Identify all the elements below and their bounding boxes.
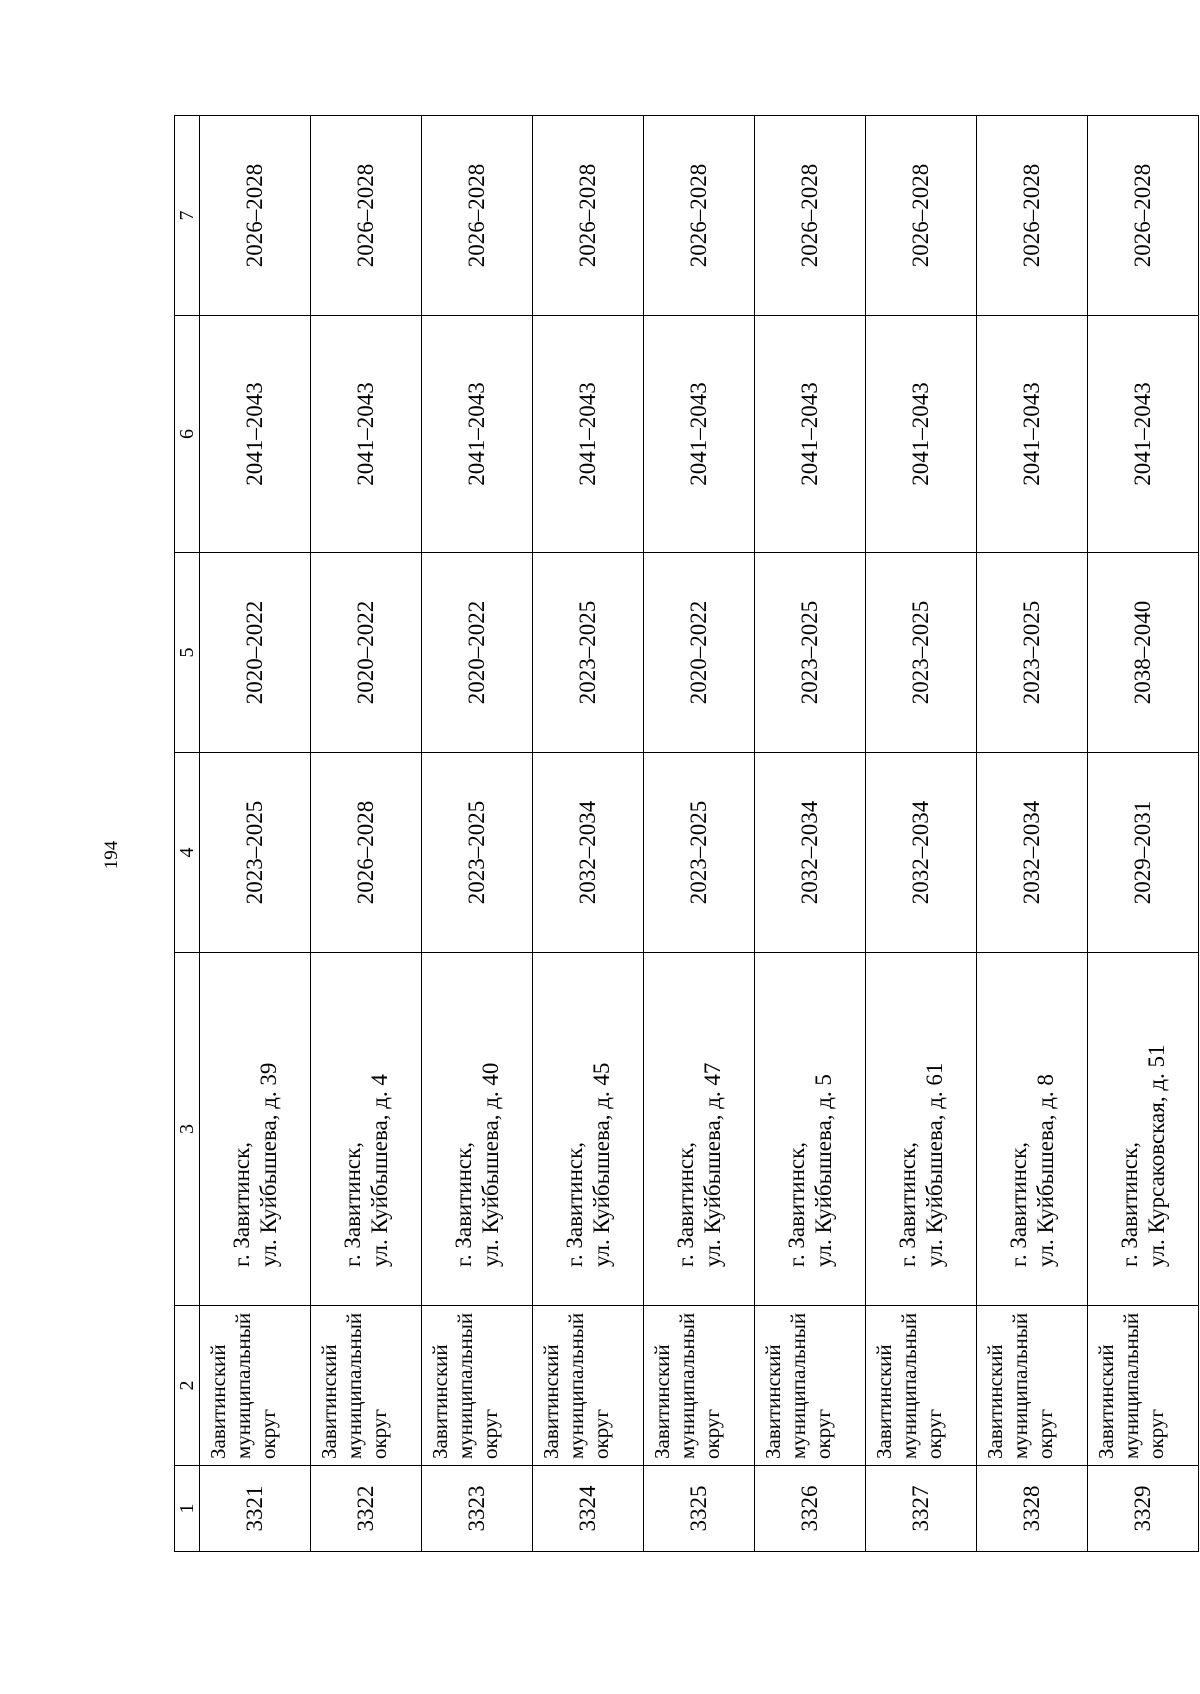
address-cell xyxy=(311,953,422,1306)
municipality-cell xyxy=(1088,1306,1199,1466)
column-header: 3 xyxy=(175,953,200,1306)
period-column-5-cell: 2020–2022 xyxy=(311,553,422,753)
municipality-line: муниципальный xyxy=(564,1312,589,1459)
address-line: ул. Куйбышева, д. 8 xyxy=(1033,1074,1058,1267)
municipality-line: муниципальный xyxy=(231,1312,256,1459)
address-line: ул. Куйбышева, д. 5 xyxy=(811,1074,836,1267)
period-column-4-cell: 2032–2034 xyxy=(977,753,1088,953)
address-line: ул. Курсаковская, д. 51 xyxy=(1144,1044,1169,1267)
table-row xyxy=(644,116,755,1552)
period-column-7-cell: 2026–2028 xyxy=(755,116,866,316)
address-line: г. Завитинск, xyxy=(228,1141,254,1267)
municipality-line: Завитинский xyxy=(1094,1344,1118,1459)
municipality-cell xyxy=(200,1306,311,1466)
address-line: г. Завитинск, xyxy=(1116,1141,1142,1267)
municipality-line: Завитинский xyxy=(539,1344,563,1459)
row-number-cell: 3322 xyxy=(311,1466,422,1552)
municipality-line: округ xyxy=(256,1408,281,1459)
municipality-line: округ xyxy=(478,1408,503,1459)
column-header: 5 xyxy=(175,553,200,753)
municipality-cell xyxy=(977,1306,1088,1466)
table-row xyxy=(533,116,644,1552)
period-column-6-cell: 2041–2043 xyxy=(533,316,644,553)
table-row xyxy=(1088,116,1199,1552)
address-cell xyxy=(644,953,755,1306)
address-cell xyxy=(755,953,866,1306)
address-cell xyxy=(200,953,311,1306)
municipality-line: округ xyxy=(1144,1408,1169,1459)
address-cell xyxy=(866,953,977,1306)
table-row xyxy=(755,116,866,1552)
period-column-6-cell: 2041–2043 xyxy=(200,316,311,553)
period-column-7-cell: 2026–2028 xyxy=(866,116,977,316)
period-column-5-cell: 2023–2025 xyxy=(977,553,1088,753)
period-column-4-cell: 2032–2034 xyxy=(533,753,644,953)
period-column-4-cell: 2029–2031 xyxy=(1088,753,1199,953)
period-column-7-cell: 2026–2028 xyxy=(422,116,533,316)
municipality-line: округ xyxy=(922,1408,947,1459)
period-column-5-cell: 2038–2040 xyxy=(1088,553,1199,753)
municipality-line: Завитинский xyxy=(428,1344,452,1459)
period-column-4-cell: 2023–2025 xyxy=(200,753,311,953)
row-number-cell: 3326 xyxy=(755,1466,866,1552)
address-line: г. Завитинск, xyxy=(783,1141,809,1267)
municipality-line: муниципальный xyxy=(342,1312,367,1459)
municipality-line: муниципальный xyxy=(675,1312,700,1459)
period-column-6-cell: 2041–2043 xyxy=(866,316,977,553)
row-number-cell: 3329 xyxy=(1088,1466,1199,1552)
address-line: г. Завитинск, xyxy=(894,1141,920,1267)
municipality-cell xyxy=(422,1306,533,1466)
column-header: 4 xyxy=(175,753,200,953)
municipality-line: Завитинский xyxy=(872,1344,896,1459)
row-number-cell: 3324 xyxy=(533,1466,644,1552)
period-column-4-cell: 2026–2028 xyxy=(311,753,422,953)
municipality-line: муниципальный xyxy=(1008,1312,1033,1459)
municipality-line: округ xyxy=(367,1408,392,1459)
period-column-5-cell: 2023–2025 xyxy=(866,553,977,753)
period-column-5-cell: 2020–2022 xyxy=(200,553,311,753)
period-column-6-cell: 2041–2043 xyxy=(755,316,866,553)
period-column-5-cell: 2023–2025 xyxy=(755,553,866,753)
column-number-row xyxy=(175,116,200,1552)
address-line: ул. Куйбышева, д. 61 xyxy=(922,1062,947,1267)
municipality-cell xyxy=(866,1306,977,1466)
address-line: ул. Куйбышева, д. 39 xyxy=(256,1062,281,1267)
period-column-7-cell: 2026–2028 xyxy=(644,116,755,316)
municipality-line: муниципальный xyxy=(897,1312,922,1459)
municipality-cell xyxy=(533,1306,644,1466)
period-column-4-cell: 2032–2034 xyxy=(866,753,977,953)
address-cell xyxy=(533,953,644,1306)
address-line: г. Завитинск, xyxy=(339,1141,365,1267)
table-row xyxy=(977,116,1088,1552)
column-header: 1 xyxy=(175,1466,200,1552)
address-line: ул. Куйбышева, д. 47 xyxy=(700,1062,725,1267)
period-column-4-cell: 2023–2025 xyxy=(422,753,533,953)
municipality-cell xyxy=(644,1306,755,1466)
municipality-line: Завитинский xyxy=(206,1344,230,1459)
column-header: 2 xyxy=(175,1306,200,1466)
municipality-line: округ xyxy=(1033,1408,1058,1459)
registry-table xyxy=(174,115,1199,1552)
address-line: г. Завитинск, xyxy=(561,1141,587,1267)
address-line: г. Завитинск, xyxy=(450,1141,476,1267)
period-column-5-cell: 2023–2025 xyxy=(533,553,644,753)
municipality-line: Завитинский xyxy=(317,1344,341,1459)
address-cell xyxy=(1088,953,1199,1306)
period-column-7-cell: 2026–2028 xyxy=(1088,116,1199,316)
page-number-text: 194 xyxy=(101,840,122,870)
period-column-6-cell: 2041–2043 xyxy=(422,316,533,553)
period-column-5-cell: 2020–2022 xyxy=(644,553,755,753)
period-column-7-cell: 2026–2028 xyxy=(533,116,644,316)
period-column-5-cell: 2020–2022 xyxy=(422,553,533,753)
municipality-line: округ xyxy=(589,1408,614,1459)
municipality-line: Завитинский xyxy=(983,1344,1007,1459)
municipality-cell xyxy=(311,1306,422,1466)
row-number-cell: 3325 xyxy=(644,1466,755,1552)
address-cell xyxy=(422,953,533,1306)
period-column-6-cell: 2041–2043 xyxy=(977,316,1088,553)
address-line: ул. Куйбышева, д. 40 xyxy=(478,1062,503,1267)
municipality-line: округ xyxy=(811,1408,836,1459)
municipality-line: муниципальный xyxy=(1119,1312,1144,1459)
table-row xyxy=(311,116,422,1552)
period-column-6-cell: 2041–2043 xyxy=(311,316,422,553)
municipality-line: муниципальный xyxy=(786,1312,811,1459)
address-line: г. Завитинск, xyxy=(1005,1141,1031,1267)
period-column-7-cell: 2026–2028 xyxy=(200,116,311,316)
period-column-6-cell: 2041–2043 xyxy=(644,316,755,553)
column-header: 6 xyxy=(175,316,200,553)
table-row xyxy=(422,116,533,1552)
registry-table-wrapper xyxy=(174,116,1169,1552)
address-line: ул. Куйбышева, д. 4 xyxy=(367,1074,392,1267)
address-cell xyxy=(977,953,1088,1306)
address-line: г. Завитинск, xyxy=(672,1141,698,1267)
period-column-7-cell: 2026–2028 xyxy=(977,116,1088,316)
municipality-line: округ xyxy=(700,1408,725,1459)
row-number-cell: 3328 xyxy=(977,1466,1088,1552)
row-number-cell: 3327 xyxy=(866,1466,977,1552)
period-column-4-cell: 2032–2034 xyxy=(755,753,866,953)
address-line: ул. Куйбышева, д. 45 xyxy=(589,1062,614,1267)
municipality-cell xyxy=(755,1306,866,1466)
period-column-7-cell: 2026–2028 xyxy=(311,116,422,316)
municipality-line: Завитинский xyxy=(761,1344,785,1459)
row-number-cell: 3321 xyxy=(200,1466,311,1552)
period-column-6-cell: 2041–2043 xyxy=(1088,316,1199,553)
period-column-4-cell: 2023–2025 xyxy=(644,753,755,953)
column-header: 7 xyxy=(175,116,200,316)
table-row xyxy=(866,116,977,1552)
municipality-line: муниципальный xyxy=(453,1312,478,1459)
municipality-line: Завитинский xyxy=(650,1344,674,1459)
row-number-cell: 3323 xyxy=(422,1466,533,1552)
table-row xyxy=(200,116,311,1552)
